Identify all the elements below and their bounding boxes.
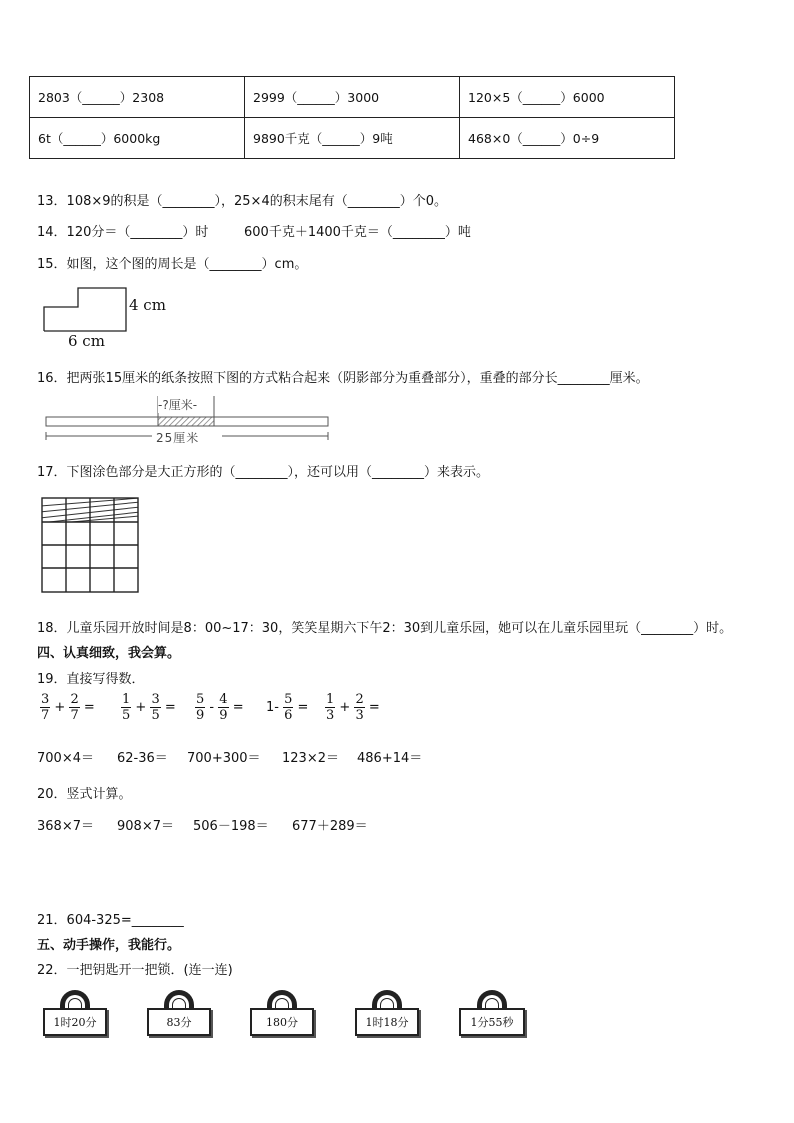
calc-item: 486+14＝ [357, 751, 423, 766]
question-16: 16．把两张15厘米的纸条按照下图的方式粘合起来（阴影部分为重叠部分），重叠的部分长________厘米。 [37, 371, 649, 386]
fraction-item [121, 692, 176, 723]
lock-4[interactable] [355, 990, 419, 1038]
fraction-item [325, 692, 380, 723]
denominator: 3 [326, 708, 335, 723]
whole-number: 1- [266, 700, 279, 715]
vertical-calc-item: 368×7＝ [37, 819, 94, 834]
calc-item: 123×2＝ [282, 751, 339, 766]
denominator: 7 [41, 708, 50, 723]
lock-label: 180分 [250, 1008, 314, 1036]
denominator: 3 [355, 708, 364, 723]
total-length-label: 25厘米 [156, 431, 200, 445]
question-18: 18．儿童乐园开放时间是8：00~17：30，笑笑星期六下午2：30到儿童乐园，她可以在儿童乐园里玩（________）时。 [37, 621, 733, 636]
numerator: 1 [326, 692, 335, 707]
shaded-grid-figure [40, 496, 142, 594]
vertical-calc-item: 677＋289＝ [292, 819, 368, 834]
table-cell: 9890千克（______）9吨 [245, 118, 460, 159]
denominator: 9 [196, 708, 205, 723]
numerator: 1 [122, 692, 131, 707]
table-cell: 468×0（______）0÷9 [460, 118, 675, 159]
question-20: 20．竖式计算。 [37, 787, 132, 802]
equals-sign: = [232, 700, 244, 715]
lock-5[interactable] [459, 990, 525, 1038]
question-15: 15．如图，这个图的周长是（________）cm。 [37, 257, 308, 272]
operator: + [54, 700, 66, 715]
width-label: 6 cm [68, 332, 105, 350]
table-row [30, 118, 675, 159]
calc-item: 700+300＝ [187, 751, 261, 766]
question-13: 13．108×9的积是（________），25×4的积末尾有（________）个0。 [37, 194, 447, 209]
denominator: 7 [70, 708, 79, 723]
lock-2[interactable] [147, 990, 211, 1038]
lock-label: 1时20分 [43, 1008, 107, 1036]
denominator: 5 [122, 708, 131, 723]
operator: + [135, 700, 147, 715]
lock-label: 1时18分 [355, 1008, 419, 1036]
lock-label: 83分 [147, 1008, 211, 1036]
question-14-part-a: 14．120分＝（________）时 [37, 225, 209, 240]
vertical-calc-item: 506－198＝ [193, 819, 269, 834]
question-14-part-b: 600千克＋1400千克＝（________）吨 [244, 225, 471, 240]
operator: + [339, 700, 351, 715]
denominator: 5 [151, 708, 160, 723]
lock-3[interactable] [250, 990, 314, 1038]
section-5-heading: 五、动手操作，我能行。 [37, 938, 181, 953]
lock-label: 1分55秒 [459, 1008, 525, 1036]
numerator: 5 [196, 692, 205, 707]
numerator: 3 [151, 692, 160, 707]
numerator: 4 [219, 692, 228, 707]
section-4-heading: 四、认真细致，我会算。 [37, 646, 181, 661]
table-cell: 120×5（______）6000 [460, 77, 675, 118]
equals-sign: = [164, 700, 176, 715]
numerator: 2 [355, 692, 364, 707]
compare-table [29, 76, 675, 159]
fraction-item [40, 692, 95, 723]
denominator: 6 [284, 708, 293, 723]
equals-sign: = [83, 700, 95, 715]
table-cell: 2803（______）2308 [30, 77, 245, 118]
numerator: 2 [70, 692, 79, 707]
operator: - [209, 700, 215, 715]
calc-item: 700×4＝ [37, 751, 94, 766]
question-22: 22．一把钥匙开一把锁．(连一连) [37, 963, 233, 978]
fraction-item [195, 692, 244, 723]
table-cell: 6t（______）6000kg [30, 118, 245, 159]
calc-item: 62-36＝ [117, 751, 168, 766]
lock-1[interactable] [43, 990, 107, 1038]
vertical-calc-item: 908×7＝ [117, 819, 174, 834]
question-21: 21．604-325=________ [37, 913, 184, 928]
denominator: 9 [219, 708, 228, 723]
height-label: 4 cm [129, 296, 166, 314]
overlap-label: -?厘米- [158, 398, 198, 412]
question-17: 17．下图涂色部分是大正方形的（________），还可以用（________）来表示。 [37, 465, 490, 480]
equals-sign: = [368, 700, 380, 715]
perimeter-figure [40, 284, 180, 352]
fraction-item [266, 692, 308, 723]
table-row [30, 77, 675, 118]
numerator: 3 [41, 692, 50, 707]
equals-sign: = [297, 700, 309, 715]
numerator: 5 [284, 692, 293, 707]
question-19: 19．直接写得数． [37, 672, 145, 687]
table-cell: 2999（______）3000 [245, 77, 460, 118]
